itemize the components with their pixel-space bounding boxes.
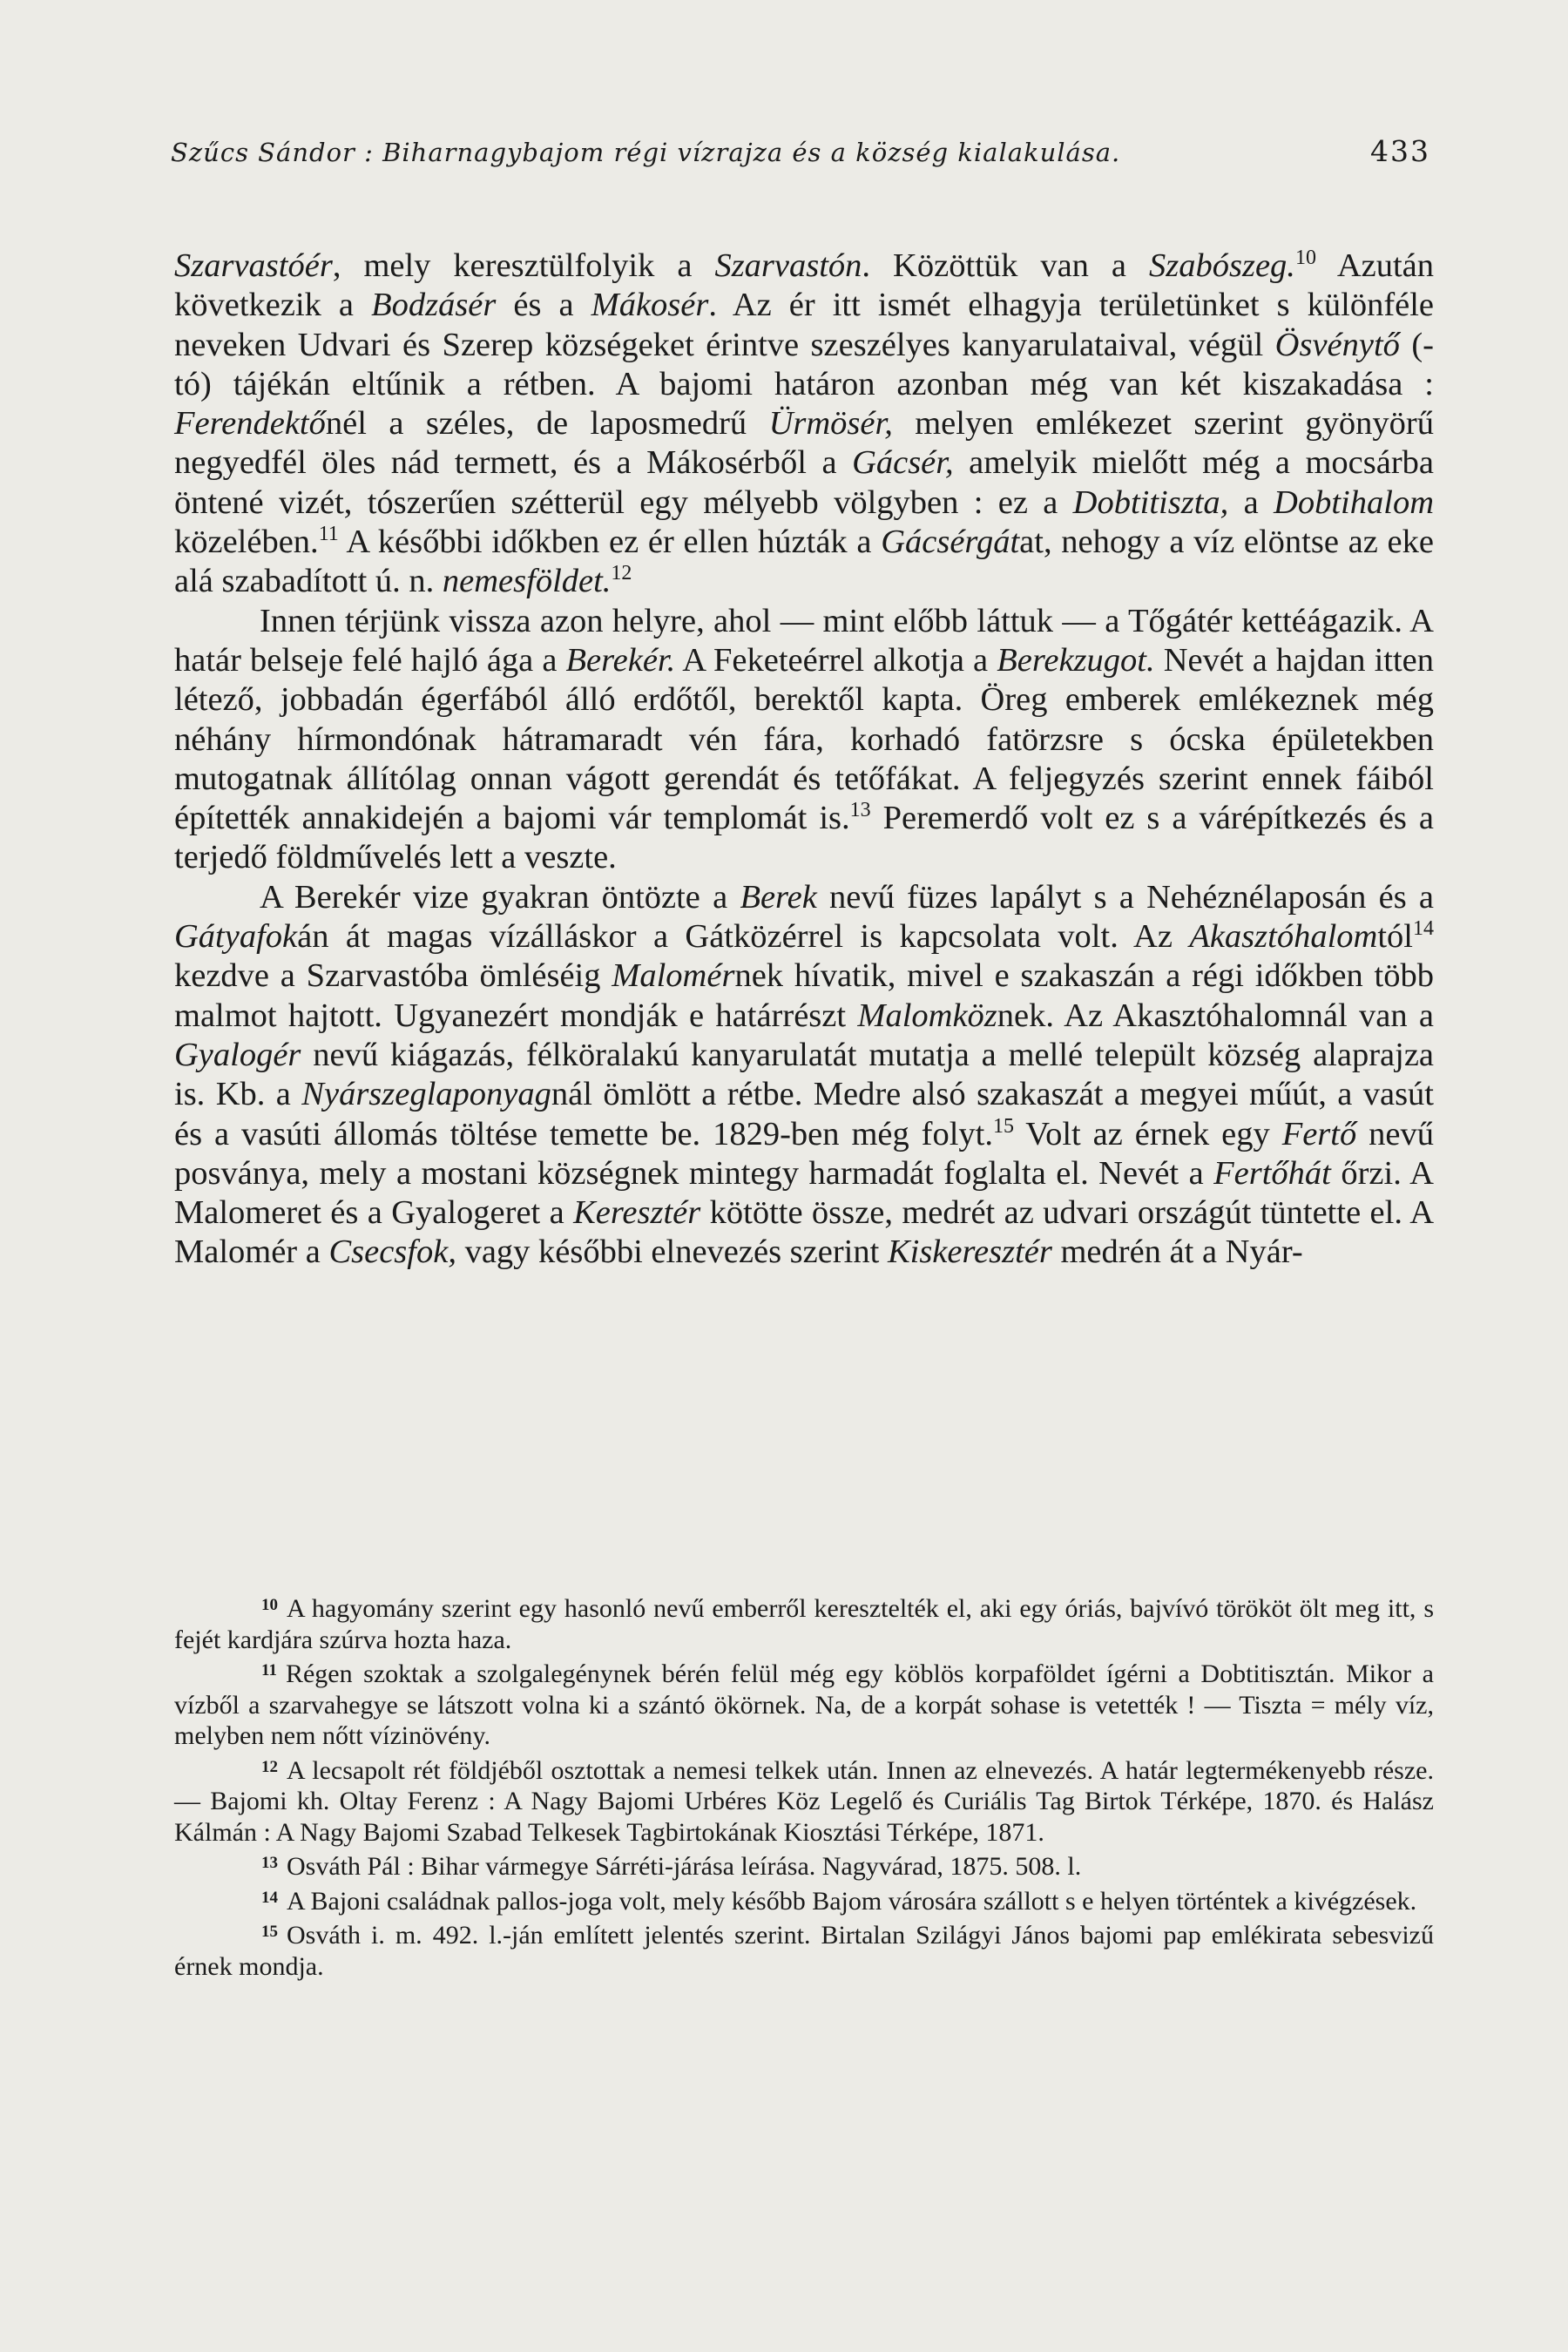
- text-run: közelében.: [174, 524, 319, 561]
- text-run: a: [1228, 483, 1274, 521]
- footnote-10: [174, 1590, 1434, 1655]
- text-italic: Gyalogér: [174, 1036, 301, 1073]
- text-run: . Közöttük van a: [862, 247, 1150, 284]
- text-run: , mely keresztülfolyik a: [332, 247, 715, 284]
- footnote-text: A hagyomány szerint egy hasonló nevű emberről keresztelték el, aki egy óriás, bajvívó törököt ölt meg itt, s fejét kardjára szúrva hozta haza.: [174, 1594, 1434, 1654]
- text-run: Innen térjünk vissza azon helyre, ahol — mint előbb láttuk — a Tőgátér kettéágazik. A határ belseje felé hajló ága a: [174, 602, 1434, 679]
- text-italic: Csecsfok,: [328, 1233, 456, 1271]
- footnote-ref-11: 11: [318, 523, 339, 546]
- text-italic: Fertő: [1281, 1115, 1357, 1152]
- footnote-13: [174, 1848, 1434, 1882]
- footnote-number: 13: [261, 1854, 278, 1872]
- text-run: melyen emlékezet szerint gyönyörű negyedfél öles nád termett, és a Mákosérből a: [174, 405, 1435, 482]
- text-run: amelyik mielőtt még a mocsárba öntené vizét, tószerűen szétterül egy mélyebb völgyben : ez a: [174, 444, 1435, 521]
- text-run: kötötte össze, medrét az udvari országút tüntette el. A Malomér a: [174, 1194, 1435, 1271]
- text-run: nek hívatik, mivel e szakaszán a régi időkben több malmot hajtott. Ugyanezért mondják e határrészt: [174, 957, 1434, 1034]
- text-italic: Nyárszeglaponyag: [301, 1076, 551, 1113]
- footnote-number: 15: [261, 1923, 278, 1941]
- text-run: vagy későbbi elnevezés szerint: [456, 1233, 888, 1271]
- footnote-text: Osváth i. m. 492. l.-ján említett jelentés szerint. Birtalan Szilágyi János bajomi pap emlékirata sebesvizű érnek mondja.: [174, 1921, 1434, 1981]
- text-italic: Gácsérgát: [881, 524, 1020, 561]
- text-run: at, nehogy a víz elöntse az eke alá szabadított ú. n.: [174, 524, 1434, 600]
- footnote-ref-15: 15: [993, 1114, 1014, 1138]
- text-run: A Feketeérrel alkotja a: [675, 641, 997, 679]
- text-run: A Berekér vize gyakran öntözte a: [260, 878, 740, 916]
- text-italic: Ürmösér,: [768, 405, 893, 443]
- text-run: kezdve a Szarvastóba ömléséig: [174, 957, 612, 995]
- text-italic: Bodzásér: [371, 287, 497, 324]
- text-run: Nevét a hajdan itten létező, jobbadán égerfából álló erdőtől, berektől kapta. Öreg emberek emlékeznek még néhány hírmondónak hátramaradt vén fára, korhadó fatörzsre s ócska épületekben mutogatnak állítólag onnan vágott gerendát és tetőfákat. A feljegyzés szerint ennek fáiból építették annakidején a bajomi vár templomát is.: [174, 641, 1434, 837]
- text-run: (-tó) tájékán eltűnik a rétben. A bajomi határon azonban még van két kiszakadása :: [174, 326, 1434, 402]
- text-italic: Keresztér: [573, 1194, 701, 1232]
- text-italic: Malomköz: [857, 997, 997, 1034]
- text-run: án át magas vízálláskor a Gátközérrel is kapcsolata volt. Az: [297, 918, 1190, 956]
- text-run: nél a széles, de laposmedrű: [325, 405, 769, 443]
- footnote-text: A lecsapolt rét földjéből osztottak a nemesi telkek után. Innen az elnevezés. A határ legtermékenyebb része. — Bajomi kh. Oltay Ferenz : A Nagy Bajomi Urbéres Köz Legelő és Curiális Tag Birtok Térképe, 1870. és Halász Kálmán : A Nagy Bajomi Szabad Telkesek Tagbirtokának Kiosztási Térképe, 1871.: [174, 1755, 1434, 1847]
- text-run: Volt az érnek egy: [1014, 1115, 1282, 1152]
- text-run: és a: [496, 287, 591, 324]
- footnote-12: [174, 1752, 1434, 1848]
- paragraph-3: [174, 878, 1434, 1273]
- text-italic: Szabószeg.: [1149, 247, 1295, 284]
- text-italic: Berekzugot.: [997, 641, 1155, 679]
- text-italic: Szarvastóér: [174, 247, 333, 284]
- text-italic: Dobtihalom: [1274, 483, 1434, 521]
- text-italic: Dobtitiszta,: [1072, 483, 1229, 521]
- text-run: tól: [1377, 918, 1413, 956]
- footnotes: [174, 1590, 1434, 1982]
- main-text: [174, 247, 1434, 1273]
- footnote-15: [174, 1916, 1434, 1982]
- paragraph-1: [174, 247, 1434, 602]
- page-header: [171, 131, 1430, 176]
- text-run: Azután következik a: [174, 247, 1434, 324]
- text-run: nál ömlött a rétbe. Medre alsó szakaszát a megyei műút, a vasút és a vasúti állomás töltése temette be. 1829-ben még folyt.: [174, 1076, 1434, 1152]
- text-run: nevű füzes lapályt s a Nehéznélaposán és a: [816, 878, 1434, 916]
- footnote-text: Osváth Pál : Bihar vármegye Sárréti-járása leírása. Nagyvárad, 1875. 508. l.: [287, 1852, 1082, 1881]
- footnote-number: 11: [261, 1661, 277, 1680]
- text-italic: Berek: [740, 878, 817, 916]
- text-italic: Mákosér: [591, 287, 709, 324]
- text-italic: Akasztóhalom: [1189, 918, 1378, 956]
- text-italic: Ösvénytő: [1274, 326, 1400, 363]
- text-italic: nemesföldet.: [442, 563, 612, 600]
- footnote-14: [174, 1882, 1434, 1917]
- text-run: nek. Az Akasztóhalomnál van a: [997, 997, 1434, 1034]
- text-italic: Malomér: [612, 957, 735, 995]
- text-italic: Kiskeresztér: [887, 1233, 1052, 1271]
- footnote-ref-12: 12: [611, 562, 632, 585]
- text-run: Peremerdő volt ez s a várépítkezés és a terjedő földművelés lett a veszte.: [174, 800, 1434, 876]
- footnote-number: 14: [261, 1888, 278, 1907]
- text-italic: Fertőhát: [1213, 1154, 1331, 1192]
- footnote-number: 12: [261, 1757, 278, 1776]
- footnote-text: A Bajoni családnak pallos-joga volt, mely később Bajom városára szállott s e helyen történtek a kivégzések.: [287, 1886, 1417, 1916]
- footnote-ref-10: 10: [1294, 247, 1316, 269]
- text-italic: Gácsér,: [852, 444, 954, 482]
- text-run: nevű posványa, mely a mostani községnek mintegy harmadát foglalta el. Nevét a: [174, 1115, 1434, 1192]
- running-title: Szűcs Sándor : Biharnagybajom régi vízrajza és a község kialakulása.: [171, 138, 1121, 167]
- footnote-ref-13: 13: [849, 799, 871, 822]
- page-number: 433: [1370, 134, 1430, 168]
- text-run: medrén át a Nyár-: [1051, 1233, 1303, 1271]
- footnote-11: [174, 1655, 1434, 1752]
- text-italic: Ferendektő: [174, 405, 326, 443]
- text-run: nevű kiágazás, félköralakú kanyarulatát mutatja a mellé települt község alaprajza is. Kb. a: [174, 1036, 1434, 1113]
- text-italic: Szarvastón: [714, 247, 862, 284]
- text-run: őrzi. A Malomeret és a Gyalogeret a: [174, 1154, 1434, 1232]
- paragraph-2: [174, 602, 1434, 878]
- text-italic: Berekér.: [565, 641, 676, 679]
- text-run: . Az ér itt ismét elhagyja területünket s különféle neveken Udvari és Szerep községeket érintve szeszélyes kanyarulataival, végül: [174, 287, 1435, 363]
- footnote-text: Régen szoktak a szolgalegénynek bérén felül még egy köblös korpaföldet ígérni a Dobtitisztán. Mikor a vízből a szarvahegye se látszott volna ki a szántó ökörnek. Na, de a korpát sohase is vetették ! — Tiszta = mély víz, melyben nem nőtt vízinövény.: [174, 1659, 1434, 1750]
- footnote-number: 10: [261, 1596, 278, 1614]
- text-run: A későbbi időkben ez ér ellen húzták a: [338, 524, 882, 561]
- footnote-ref-14: 14: [1413, 917, 1434, 941]
- text-italic: Gátyafok: [174, 918, 298, 956]
